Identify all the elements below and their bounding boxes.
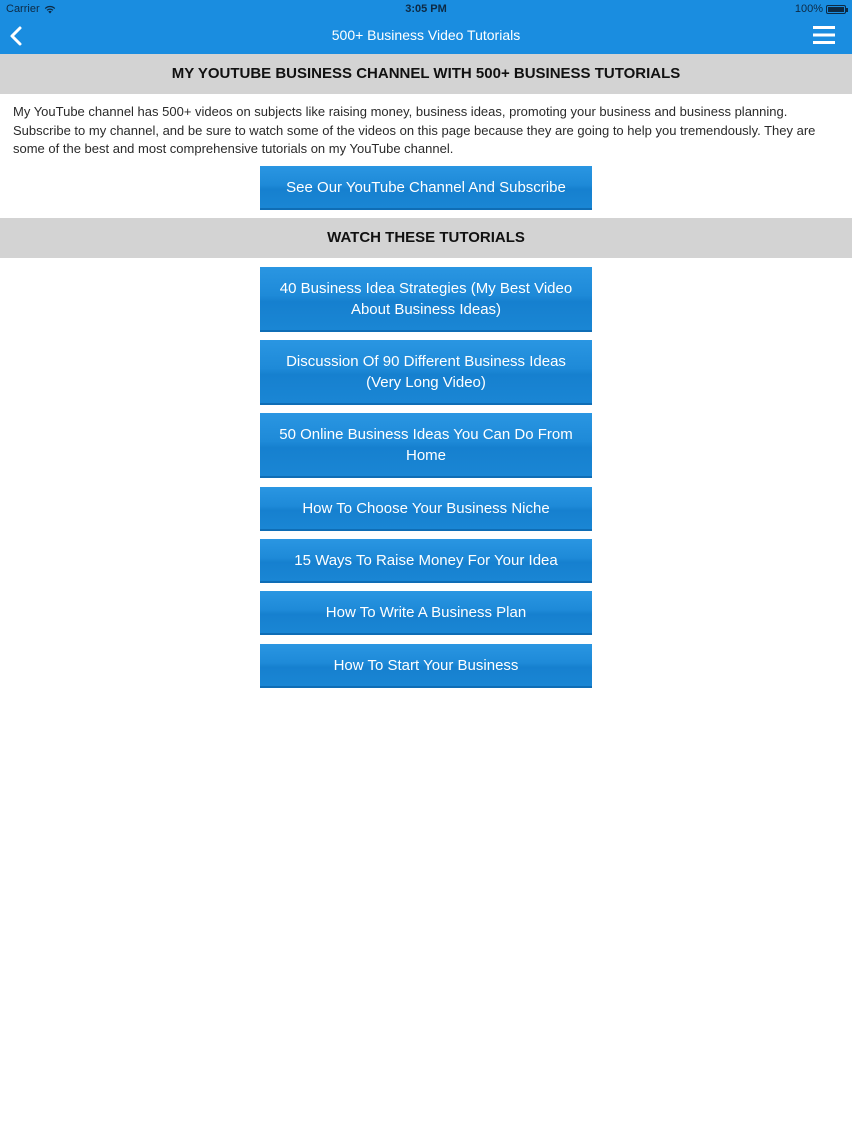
status-bar <box>0 0 852 18</box>
status-time: 3:05 PM <box>405 3 447 15</box>
page-title: 500+ Business Video Tutorials <box>331 27 521 43</box>
tutorial-button[interactable]: How To Write A Business Plan <box>260 591 592 635</box>
battery-indicator <box>795 3 846 15</box>
channel-description: My YouTube channel has 500+ videos on subjects like raising money, business ideas, promoting your business and business planning. Subscribe to my channel, and be sure to watch some of the videos on this page because they are going to help you tremendously. They are some of the best and most comprehensive tutorials on my YouTube channel. <box>13 104 816 156</box>
subscribe-channel-button[interactable]: See Our YouTube Channel And Subscribe <box>260 166 592 210</box>
battery-icon <box>826 5 846 14</box>
tutorial-button[interactable]: Discussion Of 90 Different Business Ideas (Very Long Video) <box>260 340 592 405</box>
channel-section-header: MY YOUTUBE BUSINESS CHANNEL WITH 500+ BUSINESS TUTORIALS <box>0 54 852 94</box>
tutorial-button[interactable]: 50 Online Business Ideas You Can Do From Home <box>260 413 592 478</box>
carrier-label: Carrier <box>6 3 40 15</box>
hamburger-menu-icon[interactable] <box>812 23 836 47</box>
tutorial-button[interactable]: How To Choose Your Business Niche <box>260 487 592 531</box>
nav-bar <box>0 18 852 54</box>
battery-percent: 100% <box>794 3 823 15</box>
tutorial-button[interactable]: 40 Business Idea Strategies (My Best Video About Business Ideas) <box>260 267 592 332</box>
tutorial-button[interactable]: How To Start Your Business <box>260 644 592 688</box>
tutorials-section-header: WATCH THESE TUTORIALS <box>0 218 852 258</box>
tutorial-button[interactable]: 15 Ways To Raise Money For Your Idea <box>260 539 592 583</box>
